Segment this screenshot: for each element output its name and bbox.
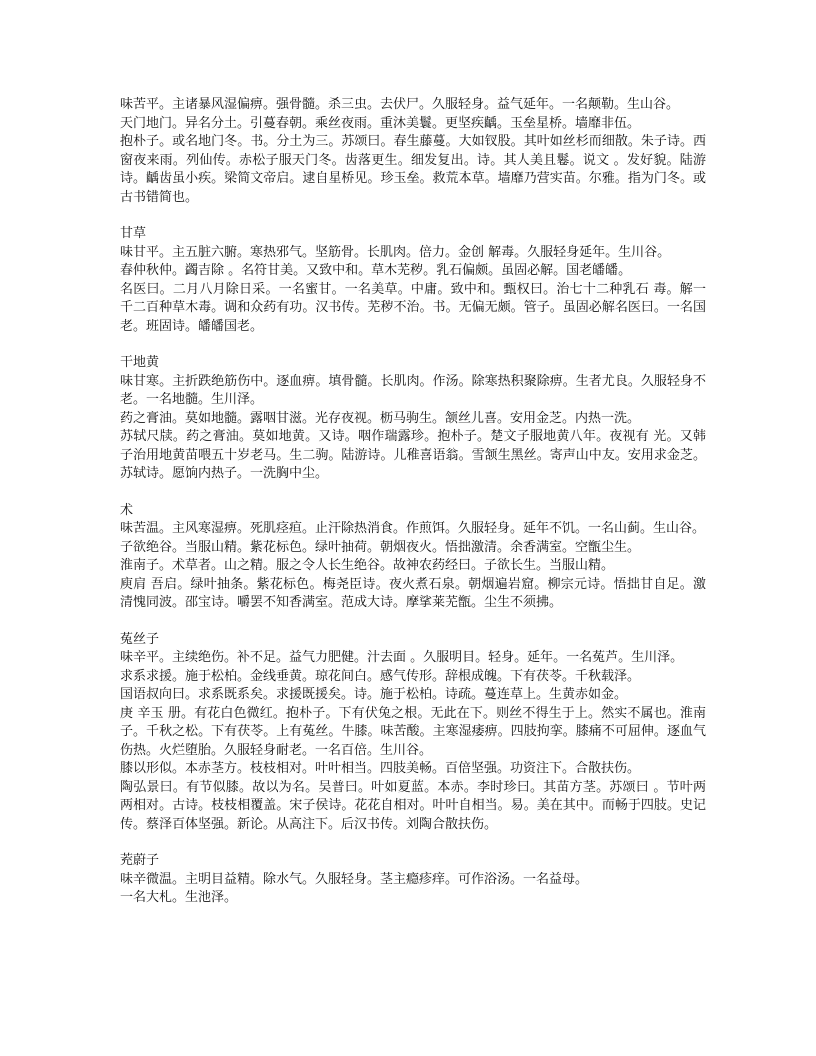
section-heading: 茺蔚子 [120,853,160,868]
paragraph: 膝以形似。本赤茎方。枝枝相对。叶叶相当。四肢美畅。百倍坚强。功资注下。合散扶伤。 [120,761,641,776]
paragraph: 一名大札。生池泽。 [120,890,238,905]
paragraph: 味辛平。主续绝伤。补不足。益气力肥健。汁去面 。久服明目。轻身。延年。一名菟芦。生川泽。 [120,650,684,665]
paragraph: 陶弘景曰。有节似膝。故以为名。吴普曰。叶如夏蓝。本赤。李时珍曰。其苗方茎。苏颂曰 。节叶两两相对。古诗。枝枝相覆盖。宋子侯诗。花花自相对。叶叶自相当。易。美在其中。而畅于四肢。史记传。蔡泽百体坚强。新论。从高注下。后汉书传。刘陶合散扶伤。 [120,779,706,832]
paragraph: 苏轼尺牍。药之膏油。莫如地黄。又诗。咽作瑞露珍。抱朴子。楚文子服地黄八年。夜视有 光。又韩子治用地黄苗喂五十岁老马。生二驹。陆游诗。儿稚喜语翁。雪颔生黑丝。寄声山中友。安用求金芝。苏轼诗。愿饷内热子。一洗胸中尘。 [120,429,706,481]
section-heading: 甘草 [120,226,147,241]
intro-section [120,96,706,207]
section-tusizi [120,631,706,835]
paragraph: 味甘平。主五脏六腑。寒热邪气。坚筋骨。长肌肉。倍力。金创 解毒。久服轻身延年。生川谷。 [120,244,671,260]
section-heading: 菟丝子 [120,631,160,647]
section-chongweizi [120,852,706,908]
paragraph: 春仲秋仲。蠲吉除 。名符甘美。又致中和。草木芜秽。乳石偏颇。虽固必解。国老皤皤。 [120,263,632,278]
paragraph: 味辛微温。主明目益精。除水气。久服轻身。茎主瘾疹痒。可作浴汤。一名益母。 [120,871,589,887]
paragraph: 庾肩 吾启。绿叶抽条。紫花标色。梅尧臣诗。夜火煮石泉。朝烟遍岩窟。柳宗元诗。悟拙甘自足。激清愧同波。邵宝诗。嚼罢不知香满室。范成大诗。摩挲莱芜甑。尘生不须拂。 [120,576,706,610]
paragraph: 天门地门。异名分土。引蔓春朝。乘丝夜雨。重沐美鬟。更坚疾齲。玉垒星桥。墙靡非伍。 [120,115,641,131]
document-page [120,96,706,908]
section-heading: 术 [120,502,134,518]
paragraph: 味苦平。主诸暴风湿偏痹。强骨髓。杀三虫。去伏尸。久服轻身。益气延年。一名颠勒。生山谷。 [120,97,680,112]
paragraph: 淮南子。术草者。山之精。服之令人长生绝谷。故神农药经曰。子欲长生。当服山精。 [120,558,615,573]
paragraph: 药之膏油。莫如地髓。露咽甘滋。光存夜视。枥马驹生。颔丝儿喜。安用金芝。内热一洗。 [120,410,641,426]
section-gancao [120,225,706,336]
section-heading: 干地黄 [120,355,160,370]
paragraph: 抱朴子。或名地门冬。书。分土为三。苏颂曰。春生藤蔓。大如钗股。其叶如丝杉而细散。朱子诗。西窗夜来雨。列仙传。赤松子服天门冬。齿落更生。细发复出。诗。其人美且鬈。说文 。发好貌。陆游诗。齲齿虽小疾。梁简文帝启。逮自星桥见。珍玉垒。救荒本草。墙靡乃营实苗。尔雅。指为门冬。或古书错简也。 [120,134,706,205]
paragraph: 庚 辛玉 册。有花白色微红。抱朴子。下有伏兔之根。无此在下。则丝不得生于上。然实不属也。淮南 子。千秋之松。下有茯苓。上有菟丝。牛膝。味苦酸。主寒湿痿痹。四肢拘挛。膝痛不可屈伸。逐血气伤热。火烂堕胎。久服轻身耐老。一名百倍。生川谷。 [120,705,706,758]
section-zhu [120,502,706,613]
paragraph: 味甘寒。主折跌绝筋伤中。逐血痹。填骨髓。长肌肉。作汤。除寒热积聚除痹。生者尤良。久服轻身不老。一名地髓。生川泽。 [120,373,706,407]
paragraph: 子欲绝谷。当服山精。紫花标色。绿叶抽荷。朝烟夜火。悟拙激清。余香满室。空甑尘生。 [120,539,641,555]
paragraph: 国语叔向曰。求系既系矣。求援既援矣。诗。施于松柏。诗疏。蔓连草上。生黄赤如金。 [120,687,628,702]
paragraph: 求系求援。施于松柏。金线垂黄。琼花间白。感气传形。辞根成魄。下有茯苓。千秋载泽。 [120,668,641,684]
paragraph: 味苦温。主风寒湿痹。死肌痉疸。止汗除热消食。作煎饵。久服轻身。延年不饥。一名山蓟。生山谷。 [120,521,706,536]
section-gandihuang [120,354,706,484]
paragraph: 名医曰。二月八月除日采。一名蜜甘。一名美草。中庸。致中和。甄权曰。治七十二种乳石 毒。解一千二百种草木毒。调和众药有功。汉书传。芜秽不治。书。无偏无颇。管子。虽固必解名医曰。一名国老。班固诗。皤皤国老。 [120,281,706,334]
